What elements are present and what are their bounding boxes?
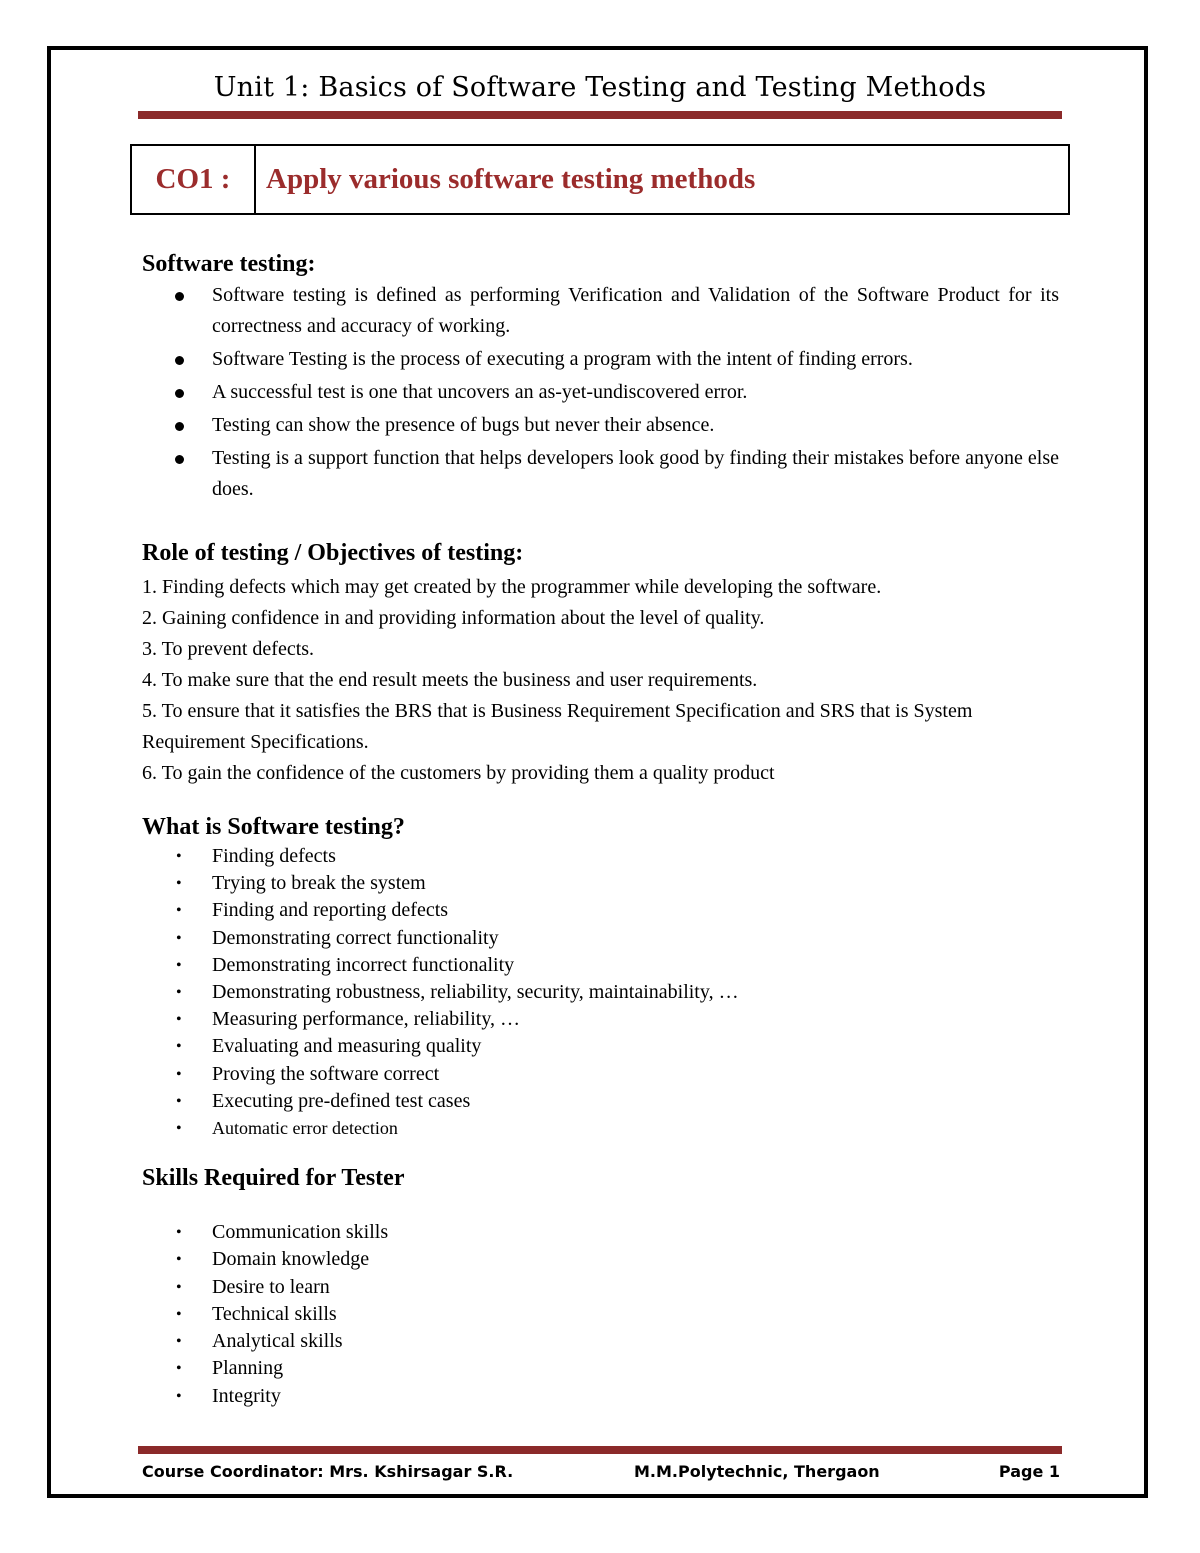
bullet-icon: • (176, 1278, 182, 1296)
list-item: 5. To ensure that it satisfies the BRS that is Business Requirement Specification and SRS that is System Requirement Specifications. (142, 700, 973, 753)
bullet-icon (175, 422, 184, 431)
list-item: 3. To prevent defects. (142, 638, 315, 660)
bullet-icon: • (176, 1065, 182, 1083)
bullet-icon: • (176, 956, 182, 974)
bullet-icon: • (176, 1333, 182, 1351)
list-item: • Demonstrating incorrect functionality (142, 952, 739, 979)
bullet-icon: • (176, 875, 182, 893)
list-item: 1. Finding defects which may get created by the programmer while developing the software. (142, 576, 882, 598)
list-item: • Finding defects (142, 843, 739, 870)
section-heading-role: Role of testing / Objectives of testing: (142, 540, 524, 566)
bullet-icon: • (176, 1387, 182, 1405)
list-item: Testing can show the presence of bugs but never their absence. (142, 410, 1059, 441)
list-item: • Demonstrating robustness, reliability, security, maintainability, … (142, 979, 739, 1006)
list-item: • Domain knowledge (142, 1246, 388, 1273)
page-footer (142, 1462, 1060, 1481)
bullet-icon: • (176, 1011, 182, 1029)
software-testing-list (142, 280, 1059, 507)
list-item: • Analytical skills (142, 1328, 388, 1355)
bullet-icon: • (176, 1360, 182, 1378)
footer-page-number: Page 1 (998, 1462, 1060, 1481)
list-item: Testing is a support function that helps developers look good by finding their mistakes before anyone else does. (142, 443, 1059, 505)
list-item: • Trying to break the system (142, 870, 739, 897)
co-label: CO1 : (132, 146, 256, 213)
bullet-icon: • (176, 1224, 182, 1241)
role-list (142, 572, 1059, 789)
list-item: • Communication skills (142, 1219, 388, 1246)
footer-coordinator: Course Coordinator: Mrs. Kshirsagar S.R. (142, 1462, 514, 1481)
footer-rule (138, 1446, 1062, 1454)
list-item: • Desire to learn (142, 1274, 388, 1301)
list-item: • Demonstrating correct functionality (142, 925, 739, 952)
list-item: • Automatic error detection (142, 1115, 739, 1142)
co-text: Apply various software testing methods (266, 163, 756, 195)
header-rule (138, 111, 1062, 119)
bullet-icon: • (176, 1251, 182, 1269)
list-item: 4. To make sure that the end result meets the business and user requirements. (142, 669, 758, 691)
list-item: • Evaluating and measuring quality (142, 1033, 739, 1060)
bullet-icon: • (176, 1305, 182, 1323)
list-item: Software testing is defined as performing Verification and Validation of the Software Product for its correctness and accuracy of working. (142, 280, 1059, 342)
bullet-icon: • (176, 1038, 182, 1056)
section-heading-software-testing: Software testing: (142, 251, 316, 277)
page-title: Unit 1: Basics of Software Testing and Testing Methods (213, 72, 987, 103)
list-item: Software Testing is the process of executing a program with the intent of finding errors. (142, 344, 1059, 375)
bullet-icon: • (176, 1120, 182, 1138)
bullet-icon: • (176, 1092, 182, 1110)
bullet-icon: • (176, 929, 182, 947)
bullet-icon (175, 389, 184, 398)
what-is-list (142, 843, 739, 1142)
list-item: • Technical skills (142, 1301, 388, 1328)
list-item: • Planning (142, 1355, 388, 1382)
bullet-icon: • (176, 848, 182, 865)
footer-institute: M.M.Polytechnic, Thergaon (634, 1462, 880, 1481)
list-item: 6. To gain the confidence of the customers by providing them a quality product (142, 762, 775, 784)
course-outcome-box (130, 144, 1070, 215)
bullet-icon (175, 356, 184, 365)
section-heading-skills: Skills Required for Tester (142, 1165, 405, 1191)
list-item: • Measuring performance, reliability, … (142, 1006, 739, 1033)
list-item: • Executing pre-defined test cases (142, 1088, 739, 1115)
list-item: • Proving the software correct (142, 1061, 739, 1088)
list-item: • Finding and reporting defects (142, 897, 739, 924)
section-heading-what-is: What is Software testing? (142, 814, 405, 840)
bullet-icon (175, 292, 184, 301)
bullet-icon: • (176, 902, 182, 920)
bullet-icon: • (176, 984, 182, 1002)
bullet-icon (175, 455, 184, 464)
list-item: A successful test is one that uncovers an as-yet-undiscovered error. (142, 377, 1059, 408)
list-item: • Integrity (142, 1383, 388, 1410)
skills-list (142, 1219, 388, 1410)
list-item: 2. Gaining confidence in and providing information about the level of quality. (142, 607, 765, 629)
